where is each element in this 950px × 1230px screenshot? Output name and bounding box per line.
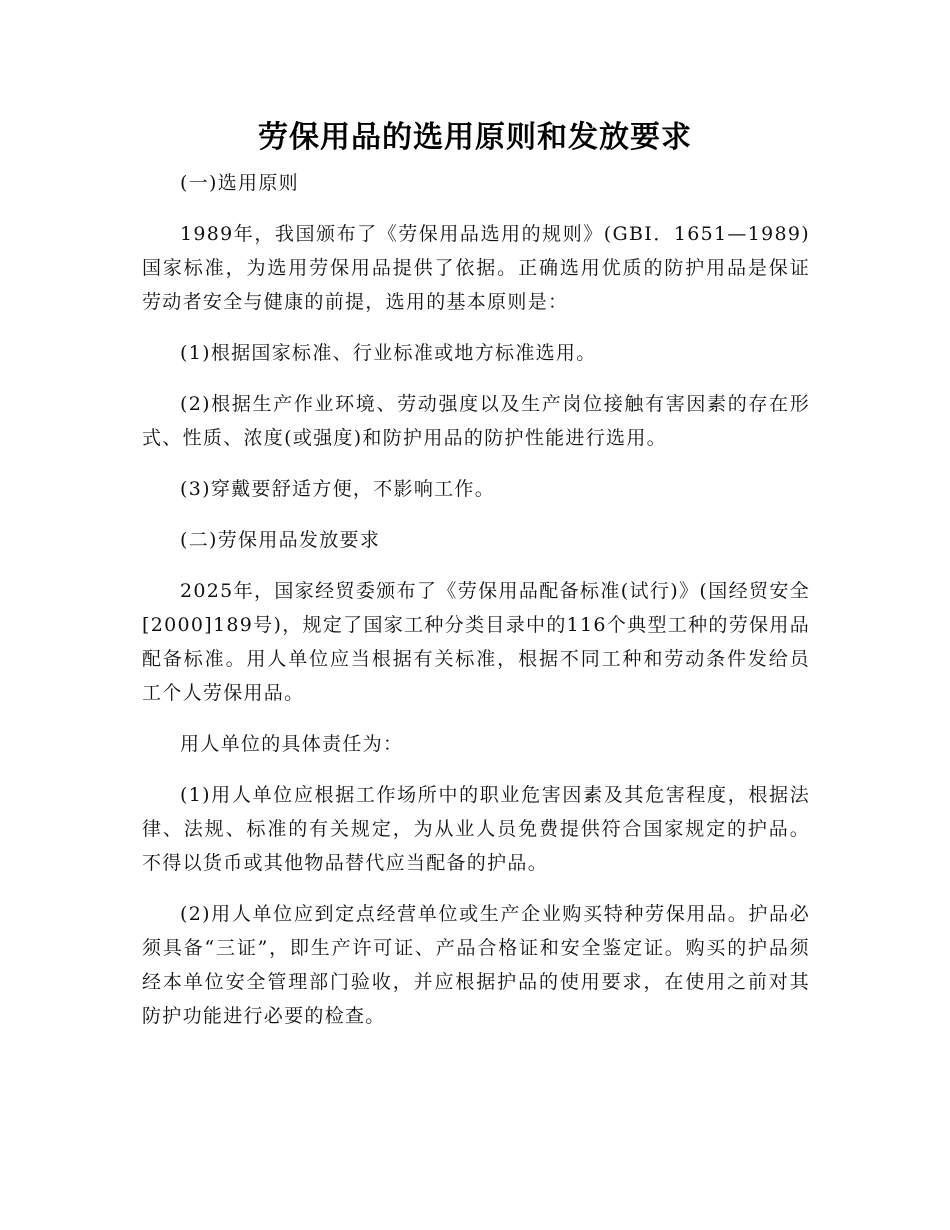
principle-item-1: (1)根据国家标准、行业标准或地方标准选用。 <box>180 342 597 364</box>
document-title: 劳保用品的选用原则和发放要求 <box>258 120 692 155</box>
paragraph-employer-responsibilities: 用人单位的具体责任为： <box>180 733 404 755</box>
section-heading-selection-principles: (一)选用原则 <box>180 172 299 194</box>
section-heading-distribution-requirements: (二)劳保用品发放要求 <box>180 529 381 551</box>
principle-item-2: (2)根据生产作业环境、劳动强度以及生产岗位接触有害因素的存在形式、性质、浓度(或强度)和防护用品的防护性能进行选用。 <box>142 393 810 449</box>
document-body <box>142 166 810 1050</box>
responsibility-item-2: (2)用人单位应到定点经营单位或生产企业购买特种劳保用品。护品必须具备“三证”，即生产许可证、产品合格证和安全鉴定证。购买的护品须经本单位安全管理部门验收，并应根据护品的使用要求，在使用之前对其防护功能进行必要的检查。 <box>142 903 810 1027</box>
responsibility-item-1: (1)用人单位应根据工作场所中的职业危害因素及其危害程度，根据法律、法规、标准的有关规定，为从业人员免费提供符合国家规定的护品。不得以货币或其他物品替代应当配备的护品。 <box>142 784 810 874</box>
paragraph-standard-1989: 1989年，我国颁布了《劳保用品选用的规则》(GBI．1651—1989)国家标准，为选用劳保用品提供了依据。正确选用优质的防护用品是保证劳动者安全与健康的前提，选用的基本原则是： <box>142 223 810 313</box>
paragraph-standard-2025: 2025年，国家经贸委颁布了《劳保用品配备标准(试行)》(国经贸安全[2000]189号)，规定了国家工种分类目录中的116个典型工种的劳保用品配备标准。用人单位应当根据有关标准，根据不同工种和劳动条件发给员工个人劳保用品。 <box>142 580 810 704</box>
principle-item-3: (3)穿戴要舒适方便，不影响工作。 <box>180 478 496 500</box>
